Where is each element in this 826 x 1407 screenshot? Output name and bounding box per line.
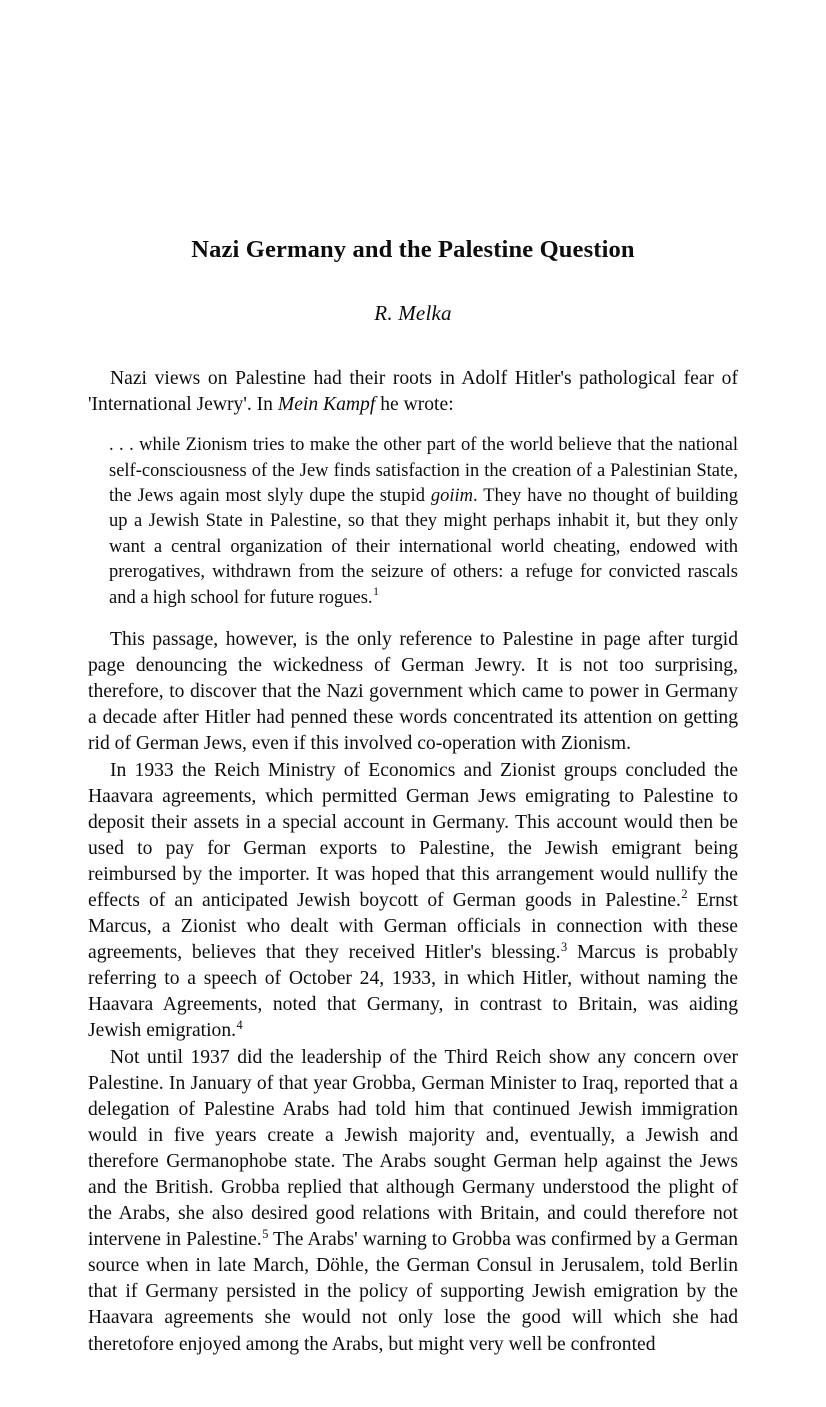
paragraph-intro-text-before-italic: Nazi views on Palestine had their roots in Adolf Hitler's pathological fear of 'International Jewry'. In: [88, 368, 738, 416]
grobba-text-segment-2: The Arabs' warning to Grobba was confirmed by a German source when in late March, Döhle, the German Consul in Jerusalem, told Berlin that if Germany persisted in the policy of supporting Jewish emigration by the Haavara agreements she would not only lose the good will which she had theretofore enjoyed among the Arabs, but might very well be confronted: [88, 1229, 738, 1355]
footnote-marker-5[interactable]: 5: [262, 1226, 269, 1241]
foreign-term-goiim: goiim: [430, 486, 474, 506]
footnote-marker-1[interactable]: 1: [373, 585, 379, 599]
quotation-text-after-italic: . They have no thought of building up a Jewish State in Palestine, so that they might perhaps inhabit it, but they only want a central organization of their international world cheating, endowed with prerogatives, withdrawn from the seizure of others: a refuge for convicted rascals and a high school for future rogues.: [109, 486, 738, 608]
paragraph-this-passage: [88, 627, 738, 757]
block-quotation-text: [109, 433, 738, 611]
footnote-marker-2[interactable]: 2: [681, 887, 688, 902]
footnote-marker-3[interactable]: 3: [560, 939, 568, 954]
book-title-mein-kampf: Mein Kampf: [277, 394, 376, 416]
haavara-text-segment-1: In 1933 the Reich Ministry of Economics and Zionist groups concluded the Haavara agreements, which permitted German Jews emigrating to Palestine to deposit their assets in a special account in Germany. This account would then be used to pay for German exports to Palestine, the Jewish emigrant being reimbursed by the importer. It was hoped that this arrangement would nullify the effects of an anticipated Jewish boycott of German goods in Palestine.: [88, 759, 738, 911]
text-column: [88, 0, 738, 1358]
title-block: [88, 0, 738, 326]
haavara-text-segment-3: Marcus is probably referring to a speech of October 24, 1933, in which Hitler, without naming the Haavara Agreements, noted that Germany, in contrast to Britain, was aiding Jewish emigration.: [88, 942, 738, 1042]
paragraph-this-passage-text: This passage, however, is the only reference to Palestine in page after turgid page denouncing the wickedness of German Jewry. It is not too surprising, therefore, to discover that the Nazi government which came to power in Germany a decade after Hitler had penned these words concentrated its attention on getting rid of German Jews, even if this involved co-operation with Zionism.: [88, 629, 738, 755]
block-quotation: [88, 418, 738, 627]
paragraph-haavara-agreements: [88, 758, 738, 1045]
paragraph-intro: [88, 366, 738, 418]
article-body: [88, 326, 738, 1358]
paragraph-intro-text-after-italic: he wrote:: [375, 394, 454, 416]
author-byline: R. Melka: [374, 300, 452, 325]
quotation-text-before-italic: . . . while Zionism tries to make the other part of the world believe that the national self-consciousness of the Jew finds satisfaction in the creation of a Palestinian State, the Jews again most slyly dupe the stupid: [109, 435, 738, 506]
haavara-text-segment-2: Ernst Marcus, a Zionist who dealt with German officials in connection with these agreements, believes that they received Hitler's blessing.: [88, 889, 738, 964]
paragraph-not-until-1937: [88, 1045, 738, 1358]
footnote-marker-4[interactable]: 4: [236, 1017, 243, 1032]
grobba-text-segment-1: Not until 1937 did the leadership of the Third Reich show any concern over Palestine. In January of that year Grobba, German Minister to Iraq, reported that a delegation of Palestine Arabs had told him that continued Jewish immigration would in five years create a Jewish majority and, eventually, a Jewish and therefore Germanophobe state. The Arabs sought German help against the Jews and the British. Grobba replied that although Germany understood the plight of the Arabs, she also desired good relations with Britain, and could therefore not intervene in Palestine.: [88, 1046, 738, 1251]
page-title: Nazi Germany and the Palestine Question: [191, 236, 635, 263]
